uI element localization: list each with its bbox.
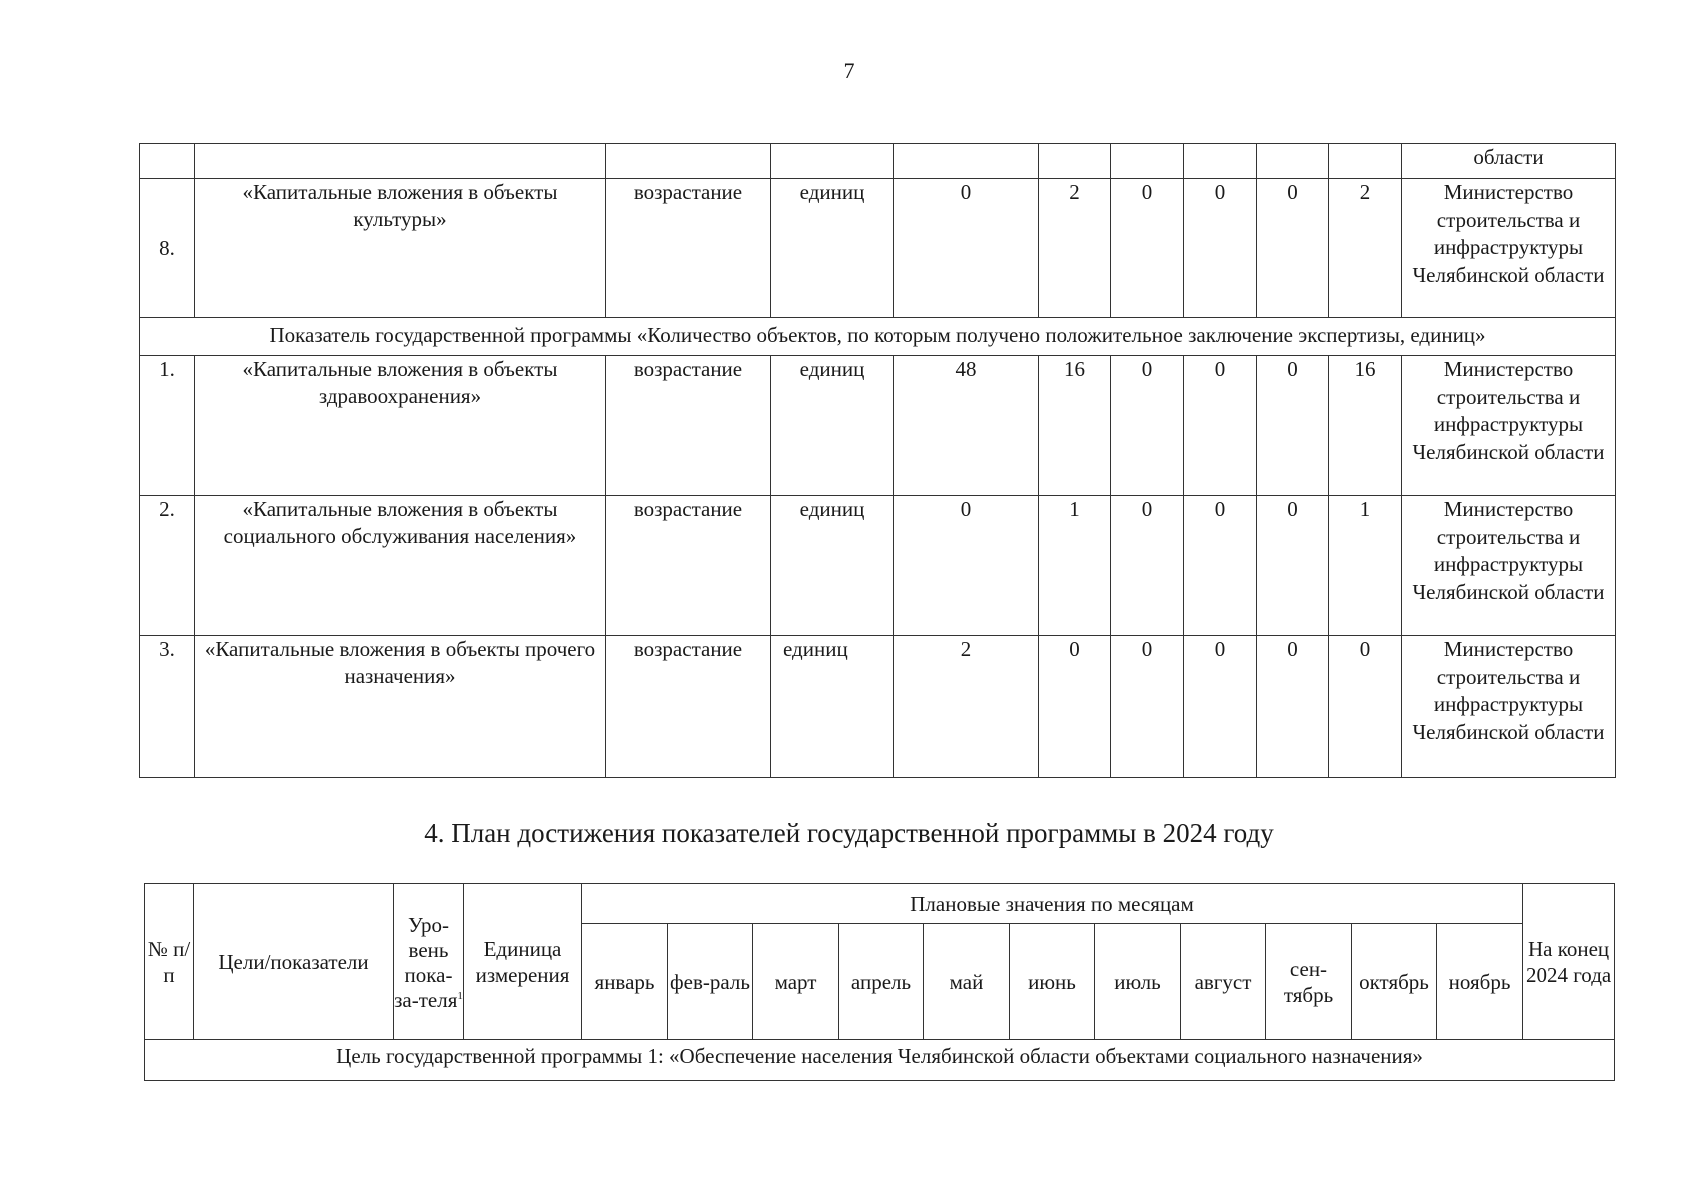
value-cell: 0 xyxy=(1184,356,1257,496)
direction-cell: возрастание xyxy=(606,179,771,318)
value-cell: 0 xyxy=(1111,496,1184,636)
value-cell: 0 xyxy=(1329,636,1402,778)
indicator-name: «Капитальные вложения в объекты культуры» xyxy=(195,179,606,318)
section-4-title: 4. План достижения показателей государственной программы в 2024 году xyxy=(424,818,1274,848)
indicator-name: «Капитальные вложения в объекты социального обслуживания населения» xyxy=(195,496,606,636)
header-unit: Единица измерения xyxy=(464,884,582,1040)
unit-cell: единиц xyxy=(771,496,894,636)
ministry-cell: Министерство строительства и инфраструктуры Челябинской области xyxy=(1402,356,1616,496)
value-cell: 0 xyxy=(1184,179,1257,318)
value-cell: 16 xyxy=(1039,356,1111,496)
empty-cell xyxy=(1329,144,1402,179)
goal-row: Цель государственной программы 1: «Обеспечение населения Челябинской области объектами социального назначения» xyxy=(145,1040,1615,1081)
ministry-cell: области xyxy=(1402,144,1616,179)
page-number: 7 xyxy=(843,58,855,83)
value-cell: 0 xyxy=(1184,636,1257,778)
value-cell: 48 xyxy=(894,356,1039,496)
empty-cell xyxy=(771,144,894,179)
indicators-table xyxy=(139,143,1616,778)
empty-cell xyxy=(140,144,195,179)
value-cell: 0 xyxy=(1257,636,1329,778)
direction-cell: возрастание xyxy=(606,636,771,778)
direction-cell: возрастание xyxy=(606,496,771,636)
header-level-footnote: 1 xyxy=(457,989,463,1002)
value-cell: 0 xyxy=(1257,496,1329,636)
empty-cell xyxy=(1039,144,1111,179)
month-header: ноябрь xyxy=(1437,924,1523,1040)
row-number: 1. xyxy=(140,356,195,496)
value-cell: 1 xyxy=(1329,496,1402,636)
value-cell: 0 xyxy=(1184,496,1257,636)
empty-cell xyxy=(1111,144,1184,179)
value-cell: 0 xyxy=(1257,179,1329,318)
empty-cell xyxy=(606,144,771,179)
empty-cell xyxy=(1184,144,1257,179)
ministry-cell: Министерство строительства и инфраструктуры Челябинской области xyxy=(1402,636,1616,778)
value-cell: 0 xyxy=(1111,179,1184,318)
row-number: 8. xyxy=(140,179,195,318)
value-cell: 0 xyxy=(1257,356,1329,496)
value-cell: 0 xyxy=(1039,636,1111,778)
indicator-name: «Капитальные вложения в объекты здравоохранения» xyxy=(195,356,606,496)
value-cell: 0 xyxy=(1111,356,1184,496)
table-row xyxy=(140,179,1616,318)
table-row xyxy=(140,636,1616,778)
ministry-cell: Министерство строительства и инфраструктуры Челябинской области xyxy=(1402,496,1616,636)
table-row xyxy=(140,496,1616,636)
value-cell: 2 xyxy=(1329,179,1402,318)
value-cell: 0 xyxy=(1111,636,1184,778)
ministry-cell: Министерство строительства и инфраструктуры Челябинской области xyxy=(1402,179,1616,318)
header-num: № п/п xyxy=(145,884,194,1040)
unit-cell: единиц xyxy=(771,179,894,318)
indicator-section-title: Показатель государственной программы «Количество объектов, по которым получено положительное заключение экспертизы, единиц» xyxy=(140,318,1616,356)
month-header: май xyxy=(924,924,1010,1040)
month-header: октябрь xyxy=(1352,924,1437,1040)
month-header: январь xyxy=(582,924,668,1040)
month-header: фев-раль xyxy=(668,924,753,1040)
unit-cell: единиц xyxy=(771,356,894,496)
row-number: 3. xyxy=(140,636,195,778)
value-cell: 0 xyxy=(894,496,1039,636)
direction-cell: возрастание xyxy=(606,356,771,496)
unit-cell: единиц xyxy=(771,636,894,778)
month-header: март xyxy=(753,924,839,1040)
header-monthly: Плановые значения по месяцам xyxy=(582,884,1523,924)
value-cell: 1 xyxy=(1039,496,1111,636)
value-cell: 16 xyxy=(1329,356,1402,496)
empty-cell xyxy=(894,144,1039,179)
empty-cell xyxy=(195,144,606,179)
value-cell: 2 xyxy=(1039,179,1111,318)
header-year-end: На конец 2024 года xyxy=(1523,884,1615,1040)
month-header: август xyxy=(1181,924,1266,1040)
plan-table xyxy=(144,883,1615,1081)
month-header: сен-тябрь xyxy=(1266,924,1352,1040)
header-level xyxy=(394,884,464,1040)
value-cell: 0 xyxy=(894,179,1039,318)
table-row xyxy=(140,356,1616,496)
header-goals: Цели/показатели xyxy=(194,884,394,1040)
month-header: апрель xyxy=(839,924,924,1040)
month-header: июнь xyxy=(1010,924,1095,1040)
value-cell: 2 xyxy=(894,636,1039,778)
month-header: июль xyxy=(1095,924,1181,1040)
indicator-name: «Капитальные вложения в объекты прочего назначения» xyxy=(195,636,606,778)
empty-cell xyxy=(1257,144,1329,179)
row-number: 2. xyxy=(140,496,195,636)
header-level-text: Уро-вень пока-за-теля xyxy=(394,912,458,1012)
